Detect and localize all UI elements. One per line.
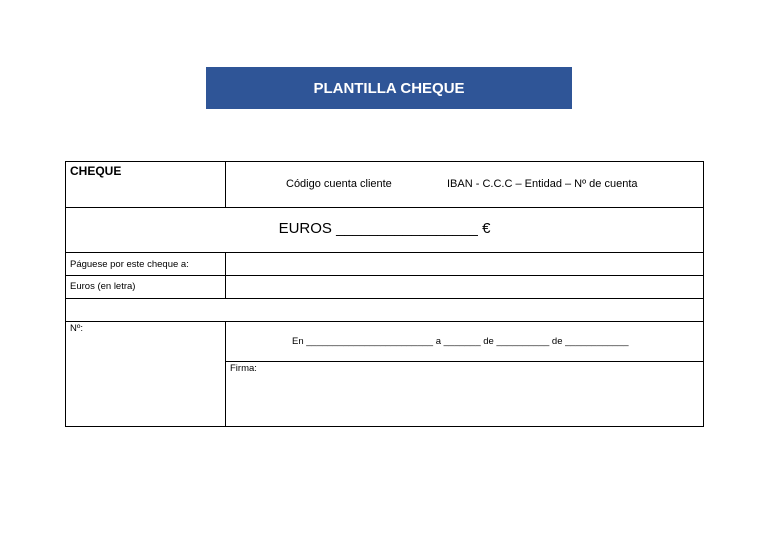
signature-field[interactable]: [226, 362, 703, 426]
column-divider: [225, 162, 226, 207]
currency-symbol: €: [482, 220, 491, 237]
row-divider: [66, 207, 703, 208]
cheque-number-label: Nº:: [70, 323, 83, 334]
place-date-line[interactable]: En ________________________ a _______ de __________ de ____________: [292, 336, 629, 347]
cheque-form: [65, 161, 704, 427]
row-divider: [66, 321, 703, 322]
amount-field[interactable]: _________________: [336, 220, 478, 237]
page-title-banner: [206, 67, 572, 109]
payee-field[interactable]: [226, 253, 703, 275]
payee-label: Páguese por este cheque a:: [70, 259, 189, 270]
blank-row: [66, 299, 703, 321]
amount-line: [66, 220, 703, 237]
signature-label: Firma:: [230, 363, 257, 374]
account-code-label: Código cuenta cliente: [286, 178, 392, 190]
iban-label: IBAN - C.C.C – Entidad – Nº de cuenta: [447, 178, 638, 190]
amount-label: EUROS: [278, 220, 332, 237]
amount-words-field[interactable]: [226, 276, 703, 298]
amount-words-label: Euros (en letra): [70, 281, 136, 292]
page-title: PLANTILLA CHEQUE: [313, 79, 465, 97]
cheque-label: CHEQUE: [70, 164, 122, 178]
